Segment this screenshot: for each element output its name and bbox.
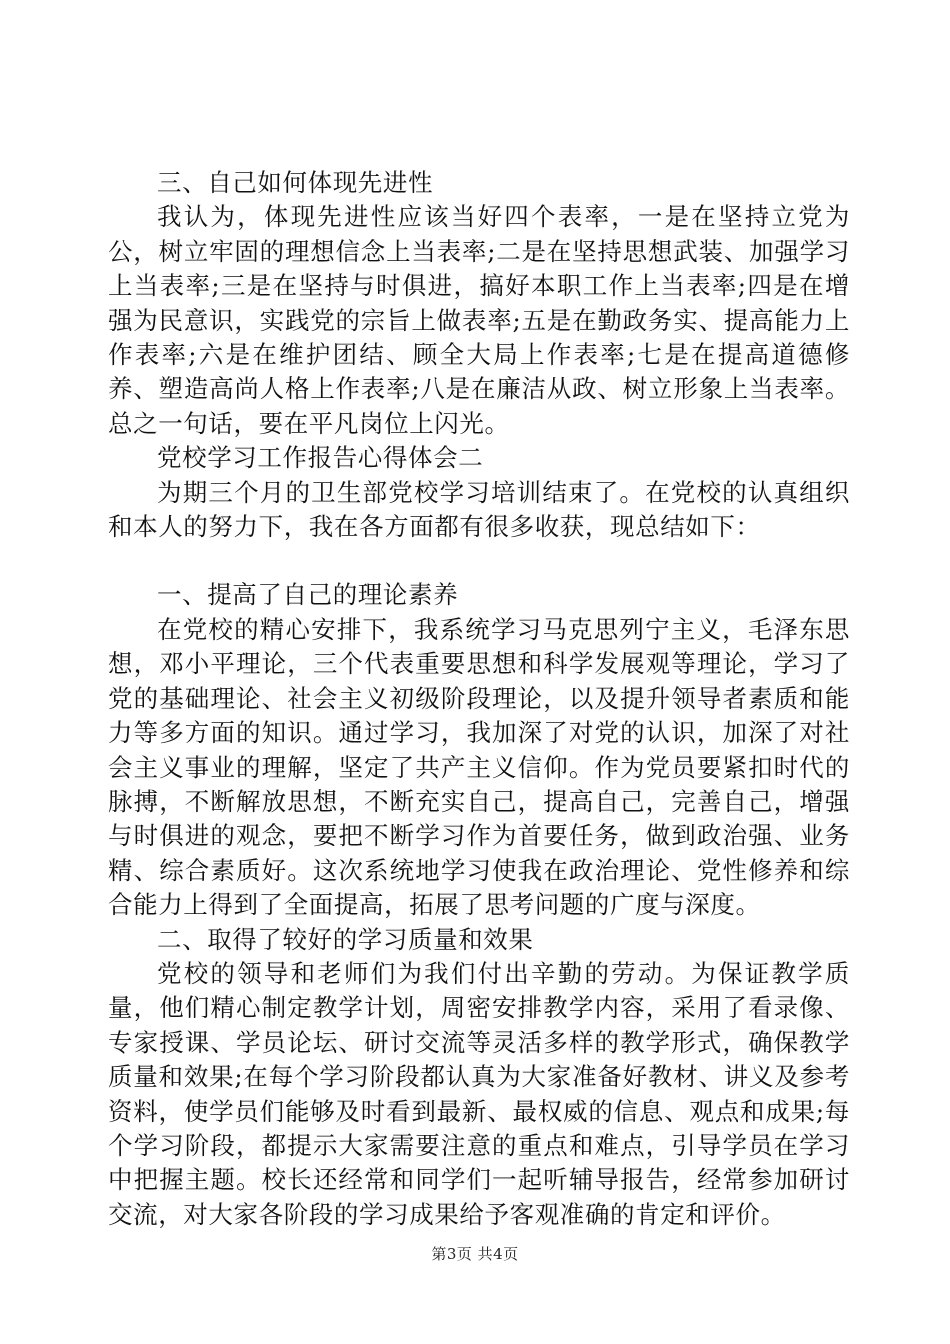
body-paragraph: 党校的领导和老师们为我们付出辛勤的劳动。为保证教学质量，他们精心制定教学计划，周密安排教学内容，采用了看录像、专家授课、学员论坛、研讨交流等灵活多样的教学形式，确保教学质量和效果;在每个学习阶段都认真为大家准备好教材、讲义及参考资料，使学员们能够及时看到最新、最权威的信息、观点和成果;每个学习阶段，都提示大家需要注意的重点和难点，引导学员在学习中把握主题。校长还经常和同学们一起听辅导报告，经常参加研讨交流，对大家各阶段的学习成果给予客观准确的肯定和评价。 (108, 958, 850, 1229)
section-heading: 二、取得了较好的学习质量和效果 (157, 924, 534, 954)
document-title: 党校学习工作报告心得体会二 (157, 443, 484, 473)
section-heading: 一、提高了自己的理论素养 (157, 580, 459, 610)
body-paragraph: 为期三个月的卫生部党校学习培训结束了。在党校的认真组织和本人的努力下，我在各方面都有很多收获，现总结如下： (108, 477, 850, 542)
body-paragraph: 在党校的精心安排下，我系统学习马克思列宁主义，毛泽东思想，邓小平理论，三个代表重要思想和科学发展观等理论，学习了党的基础理论、社会主义初级阶段理论，以及提升领导者素质和能力等多方面的知识。通过学习，我加深了对党的认识，加深了对社会主义事业的理解，坚定了共产主义信仰。作为党员要紧扣时代的脉搏，不断解放思想，不断充实自己，提高自己，完善自己，增强与时俱进的观念，要把不断学习作为首要任务，做到政治强、业务精、综合素质好。这次系统地学习使我在政治理论、党性修养和综合能力上得到了全面提高，拓展了思考问题的广度与深度。 (108, 614, 850, 920)
section-heading: 三、自己如何体现先进性 (157, 168, 434, 197)
body-paragraph: 我认为，体现先进性应该当好四个表率，一是在坚持立党为公，树立牢固的理想信念上当表率;二是在坚持思想武装、加强学习上当表率;三是在坚持与时俱进，搞好本职工作上当表率;四是在增强为民意识，实践党的宗旨上做表率;五是在勤政务实、提高能力上作表率;六是在维护团结、顾全大局上作表率;七是在提高道德修养、塑造高尚人格上作表率;八是在廉洁从政、树立形象上当表率。总之一句话，要在平凡岗位上闪光。 (108, 202, 850, 438)
paragraph-gap (108, 544, 850, 578)
document-body (108, 166, 850, 1232)
page-footer: 第3页 共4页 (431, 1245, 519, 1263)
